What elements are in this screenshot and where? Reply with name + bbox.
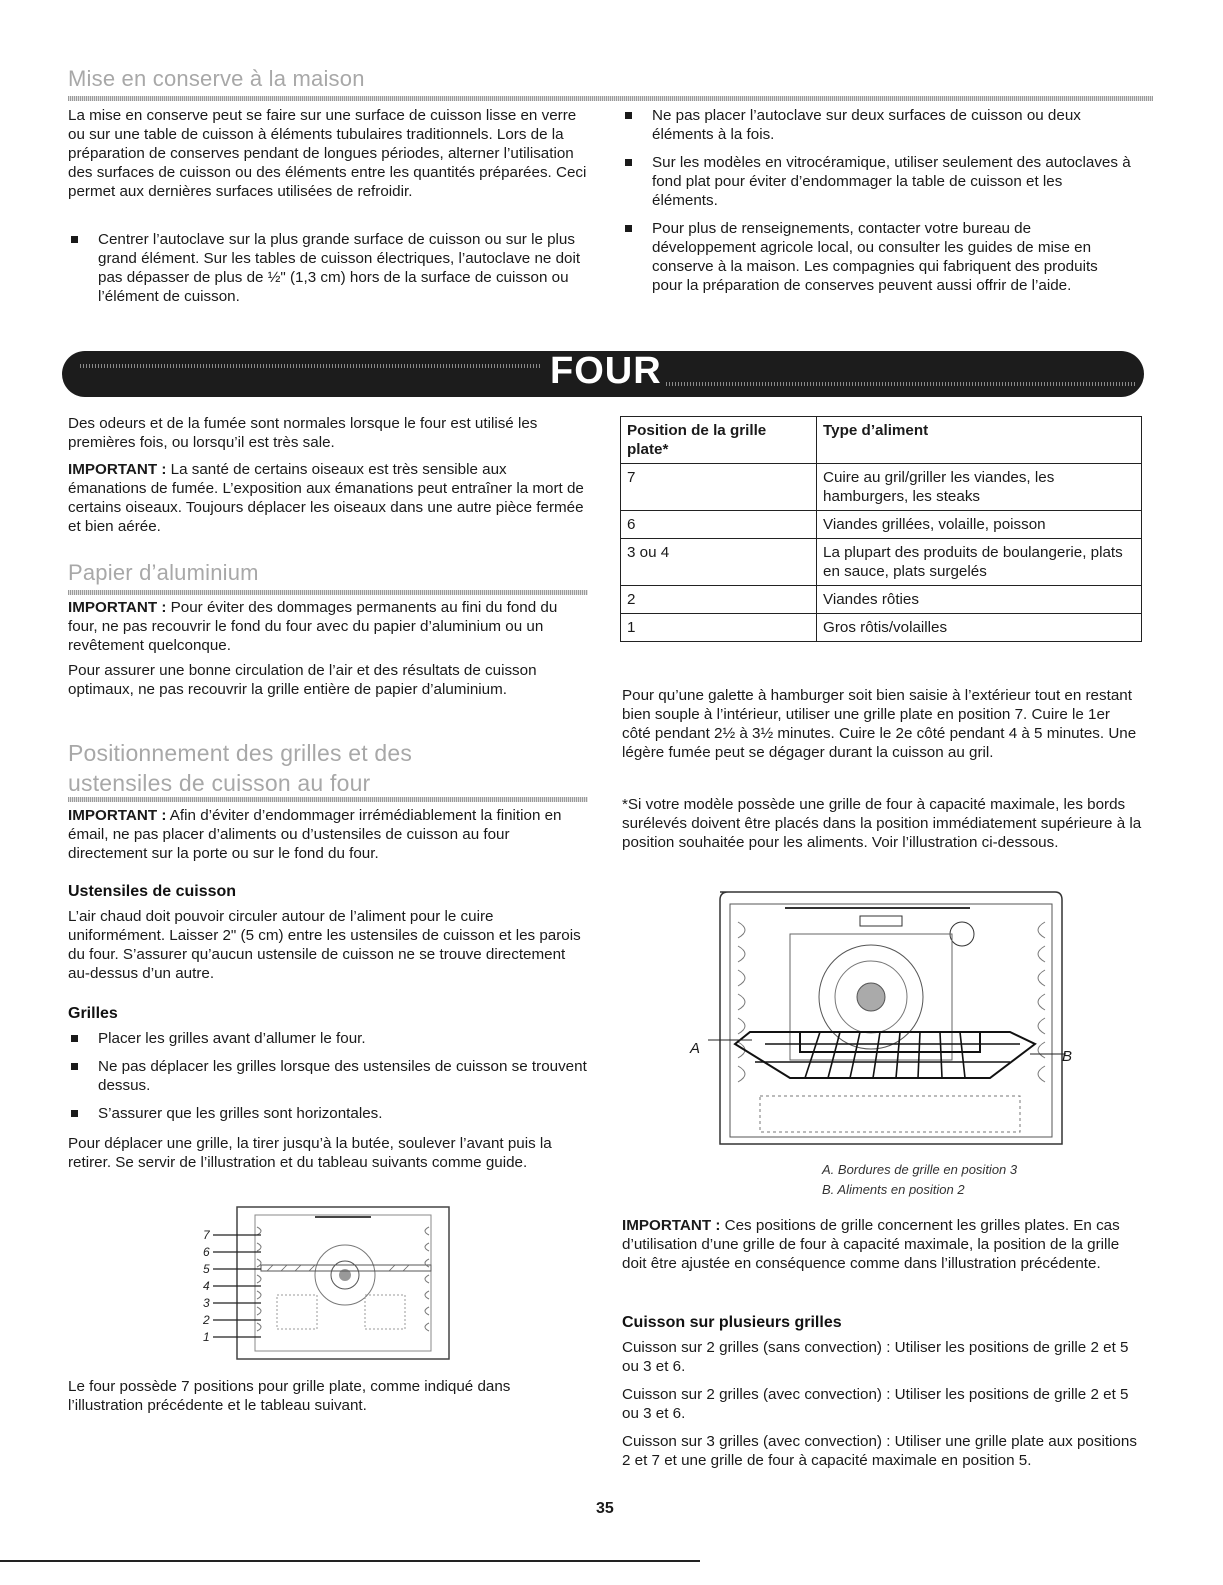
rack-positions-important [622, 1216, 1142, 1273]
section-title: FOUR [550, 350, 662, 392]
positioning-title-line1: Positionnement des grilles et des [68, 740, 413, 766]
list-item: Ne pas placer l’autoclave sur deux surfaces de cuisson ou deux éléments à la fois. [622, 106, 1132, 144]
page-number: 35 [596, 1500, 614, 1517]
rack-number-label: 5 [203, 1262, 210, 1276]
caption-b: B. Aliments en position 2 [822, 1182, 965, 1197]
list-item: Centrer l’autoclave sur la plus grande surface de cuisson ou sur le plus grand élément. Sur les tables de cuisson électriques, l’autoclave ne doit pas dépasser de plus de ½" (1,3 cm) hors de la surface de cuisson ou l’élément de cuisson. [68, 230, 598, 306]
table-cell-food: Cuire au gril/griller les viandes, les hamburgers, les steaks [817, 464, 1142, 511]
canning-bullets-left [68, 230, 598, 315]
banner-hatch-left [80, 364, 542, 368]
table-row [621, 586, 1142, 614]
rack-position-table [620, 416, 1142, 642]
rack-number-label: 3 [203, 1296, 210, 1310]
canning-intro: La mise en conserve peut se faire sur une surface de cuisson lisse en verre ou sur une table de cuisson à éléments tubulaires traditionnels. Lors de la préparation de conserves pendant de longues périodes, alterner l’utilisation des surfaces de cuisson ou des éléments entre les quantités préparées. Ceci permet aux dernières surfaces utilisées de refroidir. [68, 107, 587, 200]
banner-hatch-right [666, 382, 1136, 386]
birds-paragraph [68, 460, 588, 536]
birds-text: La santé de certains oiseaux est très sensible aux émanations de fumée. L’exposition aux émanations peut entraîner la mort de certains oiseaux. Toujours déplacer les oiseaux dans une autre pièce fermée et bien aérée. [68, 461, 584, 535]
important-label: IMPORTANT : [68, 807, 167, 824]
important-label: IMPORTANT : [68, 461, 167, 478]
foil-paragraph: Pour assurer une bonne circulation de l’air et des résultats de cuisson optimaux, ne pas recouvrir la grille entière de papier d’aluminium. [68, 662, 537, 698]
label-a: A [690, 1040, 701, 1057]
list-item: Ne pas déplacer les grilles lorsque des ustensiles de cuisson se trouvent dessus. [68, 1057, 588, 1095]
rack-number-label: 1 [203, 1330, 210, 1344]
table-header-position: Position de la grille plate* [621, 417, 817, 464]
table-cell-food: Viandes rôties [817, 586, 1142, 614]
table-cell-position: 1 [621, 614, 817, 642]
table-header-food: Type d’aliment [817, 417, 1142, 464]
multi-rack-paragraph-1: Cuisson sur 2 grilles (sans convection) : Utiliser les positions de grille 2 et 5 ou 3 et 6. [622, 1339, 1129, 1375]
table-cell-food: Gros rôtis/volailles [817, 614, 1142, 642]
rack-number-label: 6 [203, 1245, 210, 1259]
list-item: Placer les grilles avant d’allumer le four. [68, 1029, 588, 1048]
list-item: Sur les modèles en vitrocéramique, utiliser seulement des autoclaves à fond plat pour éviter d’endommager la table de cuisson et les éléments. [622, 153, 1132, 210]
multi-rack-title: Cuisson sur plusieurs grilles [622, 1314, 842, 1331]
foil-title-rule [68, 590, 588, 595]
canning-title-rule [68, 96, 1153, 101]
list-item: Pour plus de renseignements, contacter votre bureau de développement agricole local, ou consulter les guides de mise en conserve à la maison. Les compagnies qui fabriquent des produits pour la préparation de conserves peuvent aussi offrir de l’aide. [622, 219, 1132, 295]
oven-max-capacity-rack-illustration [690, 882, 1080, 1148]
positions-paragraph: Le four possède 7 positions pour grille plate, comme indiqué dans l’illustration précédente et le tableau suivant. [68, 1378, 511, 1414]
important-label: IMPORTANT : [622, 1217, 721, 1234]
list-item: S’assurer que les grilles sont horizontales. [68, 1104, 588, 1123]
positioning-title [68, 738, 412, 798]
table-row [621, 614, 1142, 642]
oven-rack-positions-illustration [195, 1205, 455, 1365]
caption-a: A. Bordures de grille en position 3 [822, 1162, 1018, 1177]
racks-title: Grilles [68, 1005, 118, 1022]
odors-paragraph: Des odeurs et de la fumée sont normales lorsque le four est utilisé les premières fois, ou lorsqu’il est très sale. [68, 415, 538, 451]
canning-title: Mise en conserve à la maison [68, 66, 365, 91]
rack-number-label: 4 [203, 1279, 210, 1293]
positioning-title-rule [68, 797, 588, 802]
table-cell-food: La plupart des produits de boulangerie, plats en sauce, plats surgelés [817, 539, 1142, 586]
rack-number-label: 2 [203, 1313, 210, 1327]
positioning-important-text: Afin d’éviter d’endommager irrémédiablement la finition en émail, ne pas placer d’aliments ou d’ustensiles de cuisson au four directement sur la porte ou sur le fond du four. [68, 807, 562, 862]
foil-important-text: Pour éviter des dommages permanents au fini du fond du four, ne pas recouvrir le fond du four avec du papier d’aluminium ou un revêtement quelconque. [68, 599, 558, 654]
rack-positions-important-text: Ces positions de grille concernent les grilles plates. En cas d’utilisation d’une grille de four à capacité maximale, la position de la grille doit être ajustée en conséquence comme dans l’illustration précédente. [622, 1217, 1120, 1272]
table-cell-position: 6 [621, 511, 817, 539]
burger-paragraph: Pour qu’une galette à hamburger soit bien saisie à l’extérieur tout en restant bien souple à l’intérieur, utiliser une grille plate en position 7. Cuire le 1er côté pendant 2½ à 3½ minutes. Cuire le 2e côté pendant 4 à 5 minutes. Une légère fumée peut se dégager durant la cuisson au gril. [622, 687, 1137, 761]
table-row [621, 539, 1142, 586]
table-cell-position: 7 [621, 464, 817, 511]
positioning-title-line2: ustensiles de cuisson au four [68, 770, 371, 796]
table-row [621, 511, 1142, 539]
table-header-row [621, 417, 1142, 464]
multi-rack-paragraph-3: Cuisson sur 3 grilles (avec convection) : Utiliser une grille plate aux positions 2 et 7 et une grille de four à capacité maximale en position 5. [622, 1433, 1137, 1469]
cookware-title: Ustensiles de cuisson [68, 883, 237, 900]
table-cell-food: Viandes grillées, volaille, poisson [817, 511, 1142, 539]
canning-bullets-right [622, 106, 1132, 304]
table-cell-position: 2 [621, 586, 817, 614]
racks-bullets [68, 1029, 588, 1132]
footer-line [0, 1560, 700, 1562]
rack-number-label: 7 [203, 1228, 210, 1242]
table-row [621, 464, 1142, 511]
multi-rack-paragraph-2: Cuisson sur 2 grilles (avec convection) : Utiliser les positions de grille 2 et 5 ou 3 et 6. [622, 1386, 1129, 1422]
important-label: IMPORTANT : [68, 599, 167, 616]
max-capacity-note: *Si votre modèle possède une grille de four à capacité maximale, les bords surélevés doivent être placés dans la position immédiatement supérieure à la position souhaitée pour les aliments. Voir l’illustration ci-dessous. [622, 796, 1142, 851]
cookware-paragraph: L’air chaud doit pouvoir circuler autour de l’aliment pour le cuire uniformément. Laisser 2" (5 cm) entre les ustensiles de cuisson et les parois du four. S’assurer qu’aucun ustensile de cuisson ne se trouve directement au-dessus d’un autre. [68, 908, 581, 982]
label-b: B [1062, 1048, 1073, 1065]
foil-important [68, 598, 588, 655]
table-cell-position: 3 ou 4 [621, 539, 817, 586]
foil-title: Papier d’aluminium [68, 560, 259, 585]
positioning-important [68, 806, 588, 863]
racks-paragraph: Pour déplacer une grille, la tirer jusqu’à la butée, soulever l’avant puis la retirer. Se servir de l’illustration et du tableau suivants comme guide. [68, 1135, 552, 1171]
